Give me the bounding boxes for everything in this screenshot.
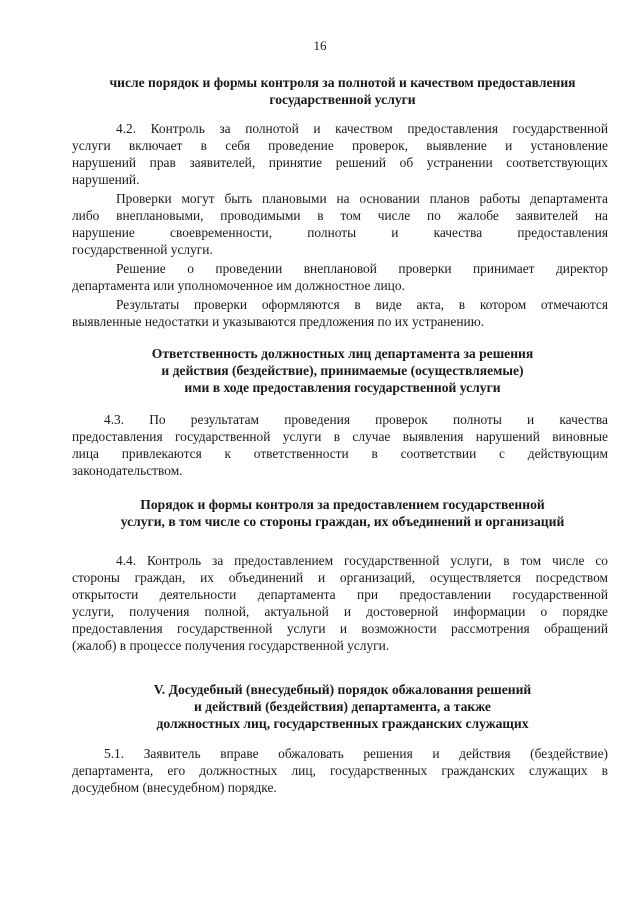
- heading-line: и действий (бездействия) департамента, а также: [194, 699, 491, 714]
- heading-line: Ответственность должностных лиц департамента за решения: [151, 346, 534, 361]
- heading-line: государственной услуги: [269, 92, 416, 107]
- heading-line: должностных лиц, государственных гражданских служащих: [156, 716, 529, 731]
- paragraph-line: лица привлекаются к ответственности в соответствии с действующим: [72, 446, 608, 461]
- paragraph-checks: [72, 190, 608, 258]
- page-number: 16: [313, 38, 327, 53]
- paragraph-line: предоставления государственной услуги и возможности рассмотрения обращений: [72, 621, 608, 636]
- paragraph-line: досудебном (внесудебном) порядке.: [72, 780, 277, 795]
- heading-line: ими в ходе предоставления государственной услуги: [184, 380, 501, 395]
- paragraph-line: законодательством.: [72, 463, 183, 478]
- paragraph-line: либо внеплановыми, проводимыми в том числе по жалобе заявителей на: [72, 208, 608, 223]
- paragraph-line: 4.2. Контроль за полнотой и качеством предоставления государственной: [116, 121, 608, 136]
- paragraph-decision: [72, 260, 608, 294]
- paragraph-line: нарушение своевременности, полноты и качества предоставления: [72, 225, 608, 240]
- heading-line: услуги, в том числе со стороны граждан, их объединений и организаций: [120, 514, 565, 529]
- paragraph-4-4: [72, 552, 608, 654]
- paragraph-line: стороны граждан, их объединений и организаций, осуществляется посредством: [72, 570, 608, 585]
- paragraph-line: департамента или уполномоченное им должностное лицо.: [72, 278, 405, 293]
- paragraph-results: [72, 296, 608, 330]
- section-heading-control-forms: [70, 74, 615, 108]
- section-heading-responsibility: [70, 345, 615, 396]
- paragraph-line: Проверки могут быть плановыми на основании планов работы департамента: [116, 191, 608, 206]
- paragraph-line: выявленные недостатки и указываются предложения по их устранению.: [72, 314, 485, 329]
- paragraph-line: Решение о проведении внеплановой проверки принимает директор: [116, 261, 608, 276]
- paragraph-line: (жалоб) в процессе получения государственной услуги.: [72, 638, 390, 653]
- paragraph-line: 4.4. Контроль за предоставлением государственной услуги, в том числе со: [116, 553, 608, 568]
- heading-line: Порядок и формы контроля за предоставлением государственной: [140, 497, 545, 512]
- paragraph-line: 5.1. Заявитель вправе обжаловать решения и действия (бездействие): [104, 746, 608, 761]
- paragraph-line: Результаты проверки оформляются в виде акта, в котором отмечаются: [116, 297, 608, 312]
- paragraph-line: услуги включает в себя проведение проверок, выявление и установление: [72, 138, 608, 153]
- paragraph-5-1: [72, 745, 608, 796]
- section-heading-citizen-control: [70, 496, 615, 530]
- paragraph-line: открытости деятельности департамента при предоставлении государственной: [72, 587, 608, 602]
- heading-line: V. Досудебный (внесудебный) порядок обжалования решений: [153, 682, 532, 697]
- paragraph-line: предоставления государственной услуги в случае выявления нарушений виновные: [72, 429, 608, 444]
- heading-line: и действия (бездействие), принимаемые (осуществляемые): [161, 363, 524, 378]
- paragraph-4-2: [72, 120, 608, 188]
- paragraph-line: департамента, его должностных лиц, государственных гражданских служащих в: [72, 763, 608, 778]
- paragraph-4-3: [72, 411, 608, 479]
- paragraph-line: услуги, получения полной, актуальной и достоверной информации о порядке: [72, 604, 608, 619]
- section-heading-pretrial-appeal: [70, 681, 615, 732]
- paragraph-line: нарушений.: [72, 172, 140, 187]
- heading-line: числе порядок и формы контроля за полнотой и качеством предоставления: [109, 75, 576, 90]
- paragraph-line: нарушений прав заявителей, принятие решений об устранении соответствующих: [72, 155, 608, 170]
- paragraph-line: 4.3. По результатам проведения проверок полноты и качества: [104, 412, 608, 427]
- paragraph-line: государственной услуги.: [72, 242, 213, 257]
